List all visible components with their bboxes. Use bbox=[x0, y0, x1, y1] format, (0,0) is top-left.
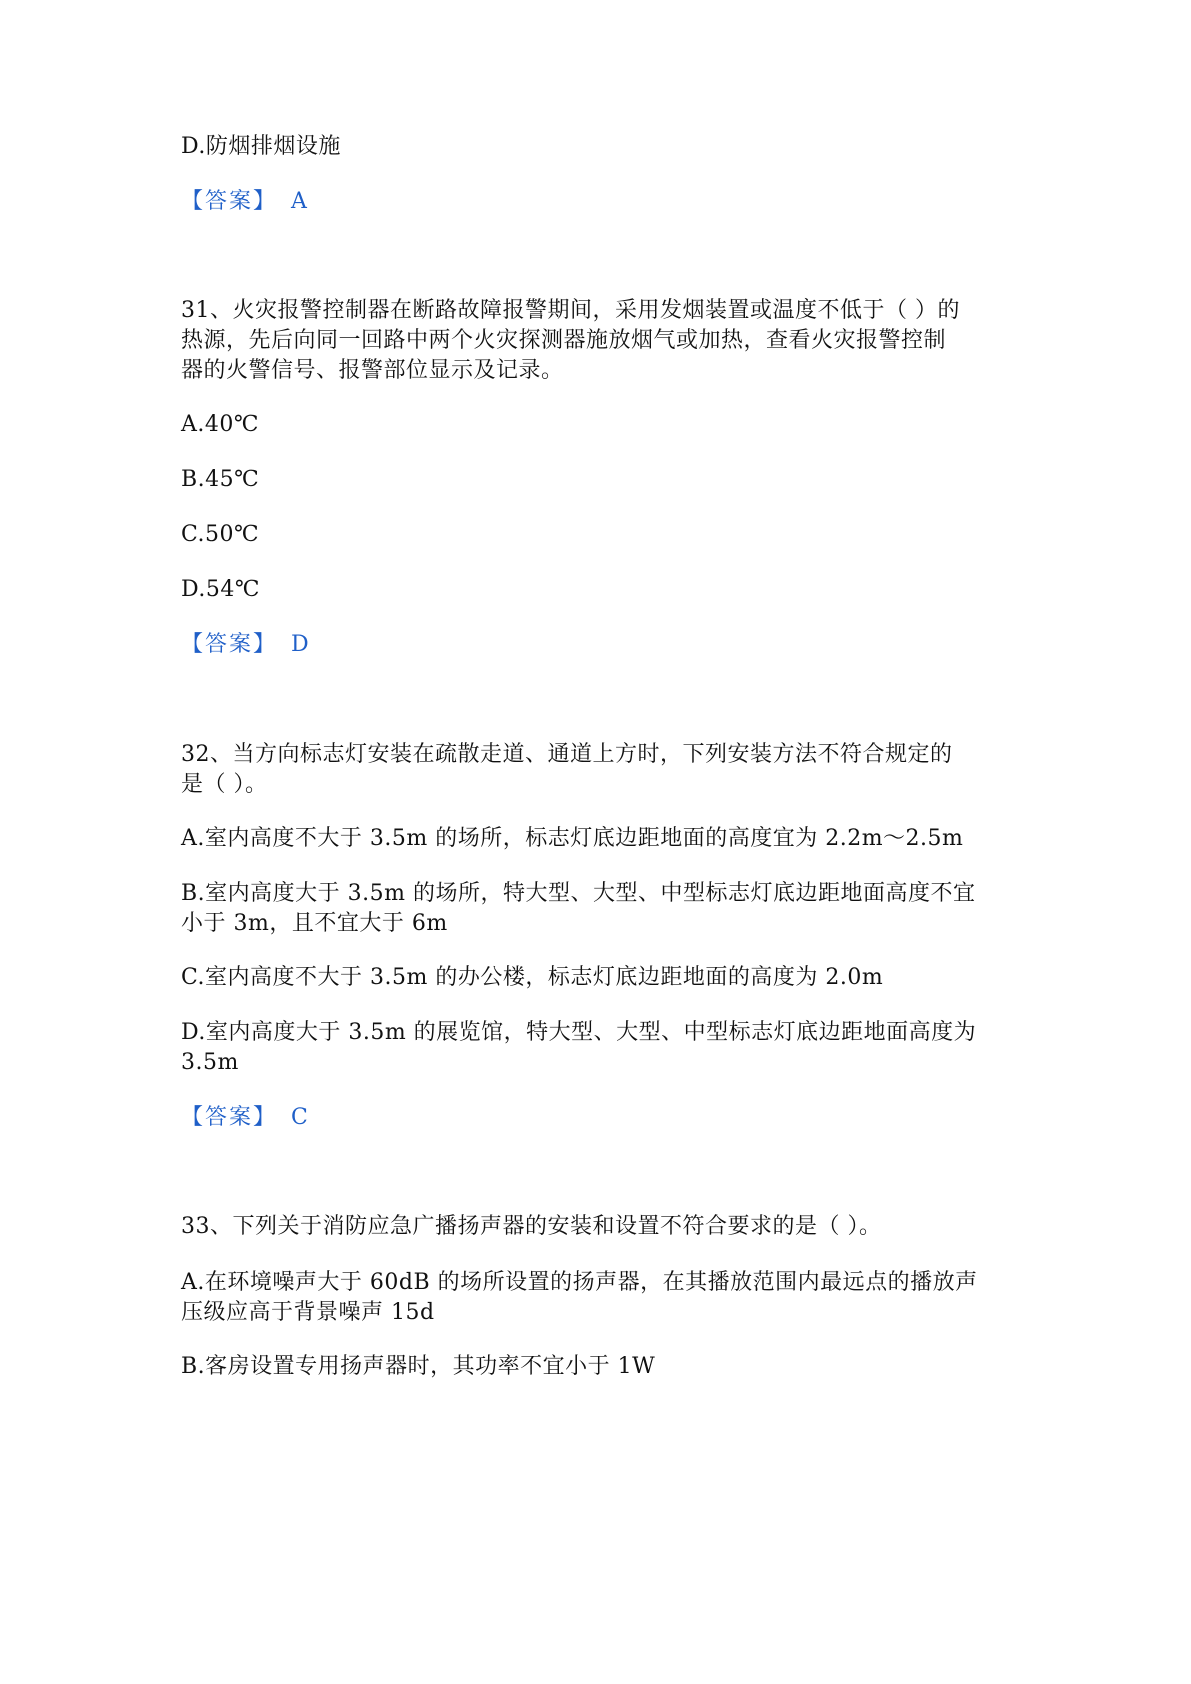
q32-option-c: C.室内高度不大于 3.5m 的办公楼，标志灯底边距地面的高度为 2.0m bbox=[181, 965, 884, 990]
q30-answer bbox=[181, 187, 307, 217]
q31-option-c: C.50℃ bbox=[181, 522, 260, 547]
answer-value: C bbox=[291, 1105, 308, 1130]
q32-option-a: A.室内高度不大于 3.5m 的场所，标志灯底边距地面的高度宜为 2.2m～2.5m bbox=[181, 826, 964, 851]
q31-answer bbox=[181, 630, 309, 660]
q30-option-d: D.防烟排烟设施 bbox=[181, 134, 341, 159]
q31-option-a: A.40℃ bbox=[181, 412, 259, 437]
q31-option-b: B.45℃ bbox=[181, 467, 260, 492]
q32-option-d-line-2: 3.5m bbox=[181, 1050, 239, 1075]
q32-option-d-line-1: D.室内高度大于 3.5m 的展览馆，特大型、大型、中型标志灯底边距地面高度为 bbox=[181, 1020, 977, 1045]
q31-option-d: D.54℃ bbox=[181, 577, 260, 602]
answer-value: D bbox=[291, 632, 309, 657]
answer-tag: 【答案】 bbox=[181, 1105, 278, 1130]
q32-option-b-line-1: B.室内高度大于 3.5m 的场所，特大型、大型、中型标志灯底边距地面高度不宜 bbox=[181, 881, 976, 906]
q32-option-b-line-2: 小于 3m，且不宜大于 6m bbox=[181, 911, 448, 936]
q33-option-a-line-1: A.在环境噪声大于 60dB 的场所设置的扬声器，在其播放范围内最远点的播放声 bbox=[181, 1270, 978, 1295]
q33-option-a-line-2: 压级应高于背景噪声 15d bbox=[181, 1300, 435, 1325]
answer-value: A bbox=[291, 189, 307, 214]
q31-stem-line-2: 热源，先后向同一回路中两个火灾探测器施放烟气或加热，查看火灾报警控制 bbox=[181, 328, 947, 353]
q32-stem-line-1: 32、当方向标志灯安装在疏散走道、通道上方时，下列安装方法不符合规定的 bbox=[181, 742, 953, 767]
q33-stem-line-1: 33、下列关于消防应急广播扬声器的安装和设置不符合要求的是（ ）。 bbox=[181, 1214, 882, 1239]
answer-tag: 【答案】 bbox=[181, 632, 278, 657]
q32-answer bbox=[181, 1103, 308, 1133]
q33-option-b: B.客房设置专用扬声器时，其功率不宜小于 1W bbox=[181, 1354, 656, 1379]
q31-stem-line-1: 31、火灾报警控制器在断路故障报警期间，采用发烟装置或温度不低于（ ）的 bbox=[181, 298, 960, 323]
q31-stem-line-3: 器的火警信号、报警部位显示及记录。 bbox=[181, 358, 564, 383]
q32-stem-line-2: 是（ ）。 bbox=[181, 772, 268, 797]
answer-tag: 【答案】 bbox=[181, 189, 278, 214]
